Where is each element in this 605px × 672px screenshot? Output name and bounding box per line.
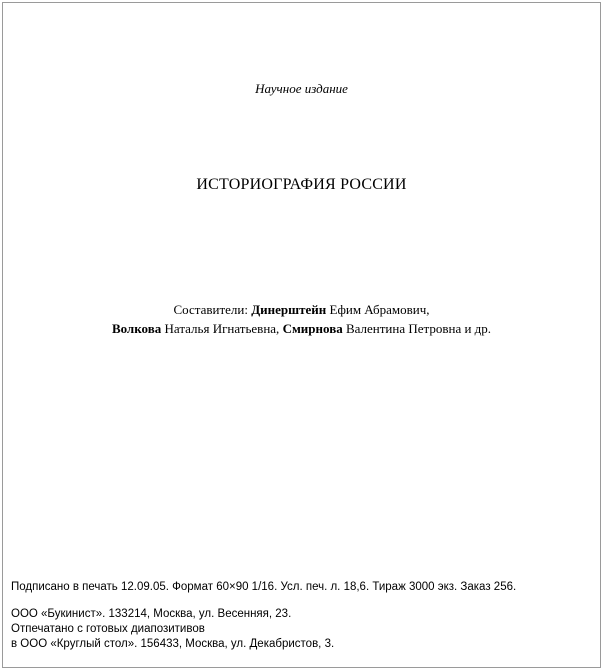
compilers-block [3, 300, 600, 338]
compilers-label: Составители: [173, 302, 248, 317]
print-details: Подписано в печать 12.09.05. Формат 60×90 1/16. Усл. печ. л. 18,6. Тираж 3000 экз. Заказ 256. [11, 581, 517, 593]
series-label: Научное издание [255, 81, 348, 96]
compiler-given-name: Наталья Игнатьевна, [164, 321, 280, 336]
compiler-given-name: Ефим Абрамович, [329, 302, 430, 317]
compilers-line-1 [3, 300, 600, 319]
book-title: ИСТОРИОГРАФИЯ РОССИИ [196, 176, 407, 193]
compilers-line-2 [3, 319, 600, 338]
compiler-surname: Динерштейн [251, 302, 327, 317]
publisher-line: ООО «Букинист». 133214, Москва, ул. Весенняя, 23. [11, 608, 292, 620]
printing-note-line: Отпечатано с готовых диапозитивов [11, 623, 205, 635]
compiler-surname: Волкова [111, 321, 162, 336]
compiler-surname: Смирнова [282, 321, 343, 336]
publisher-block [11, 607, 334, 652]
page [2, 2, 601, 668]
printer-line: в ООО «Круглый стол». 156433, Москва, ул. Декабристов, 3. [11, 638, 335, 650]
compiler-given-name: Валентина Петровна и др. [345, 321, 492, 336]
